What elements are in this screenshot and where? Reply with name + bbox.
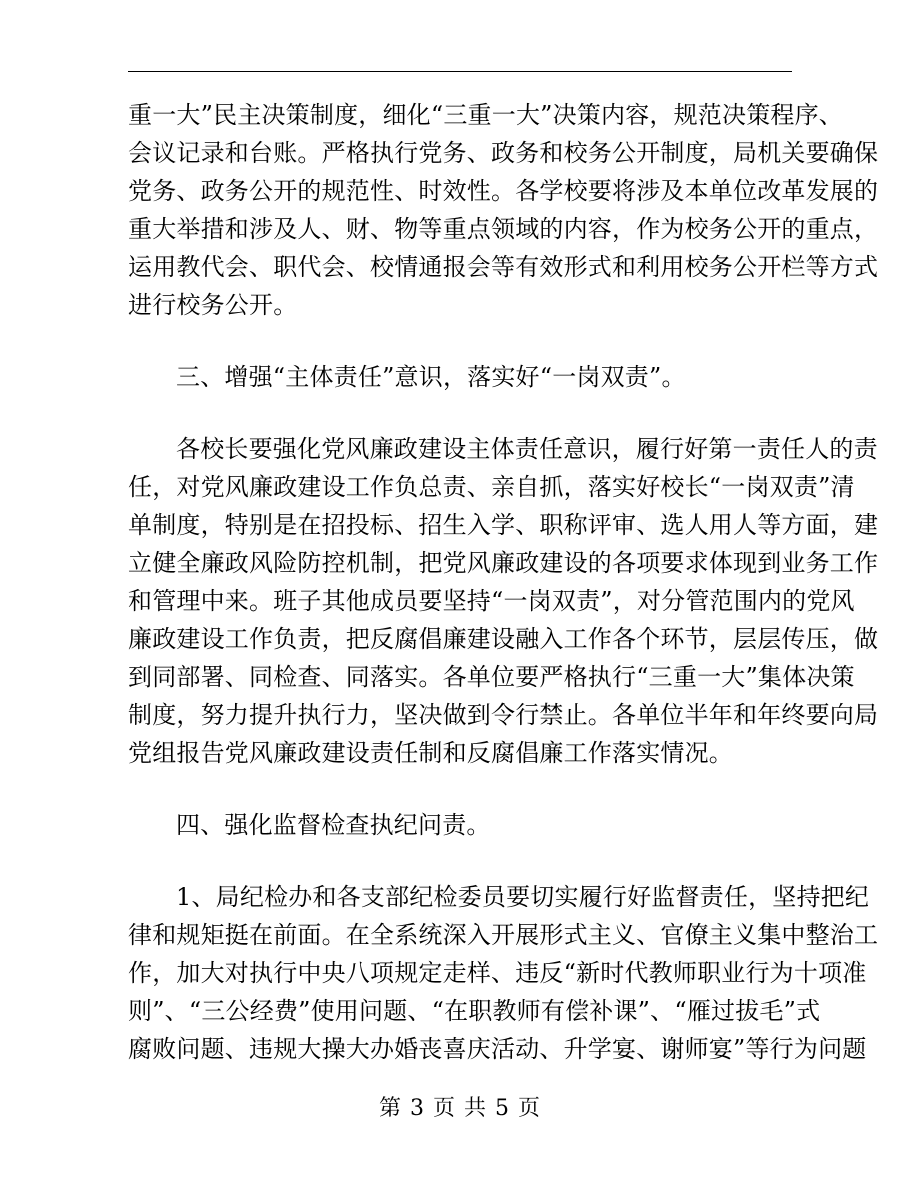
paragraph-spacer xyxy=(128,396,792,430)
text-line: 重一大”民主决策制度，细化“三重一大”决策内容，规范决策程序、 xyxy=(128,101,844,129)
section-heading-3 xyxy=(128,358,792,396)
heading-line: 三、增强“主体责任”意识，落实好“一岗双责”。 xyxy=(176,363,686,391)
heading-line: 四、强化监督检查执纪问责。 xyxy=(176,811,491,839)
paragraph-1 xyxy=(128,96,879,324)
text-line: 律和规矩挺在前面。在全系统深入开展形式主义、官僚主义集中整治工 xyxy=(128,921,879,949)
text-line: 运用教代会、职代会、校情通报会等有效形式和利用校务公开栏等方式 xyxy=(128,253,879,281)
text-line: 党务、政务公开的规范性、时效性。各学校要将涉及本单位改革发展的 xyxy=(128,177,879,205)
paragraph-spacer xyxy=(128,844,792,878)
text-line: 立健全廉政风险防控机制，把党风廉政建设的各项要求体现到业务工作 xyxy=(128,549,879,577)
document-body xyxy=(128,96,879,1068)
text-line: 会议记录和台账。严格执行党务、政务和校务公开制度，局机关要确保 xyxy=(128,139,879,167)
paragraph-spacer xyxy=(128,324,792,358)
header-rule xyxy=(128,71,792,72)
text-line: 和管理中来。班子其他成员要坚持“一岗双责”，对分管范围内的党风 xyxy=(128,587,855,615)
text-line: 到同部署、同检查、同落实。各单位要严格执行“三重一大”集体决策 xyxy=(128,663,855,691)
text-line: 制度，努力提升执行力，坚决做到令行禁止。各单位半年和年终要向局 xyxy=(128,701,879,729)
text-line: 任，对党风廉政建设工作负总责、亲自抓，落实好校长“一岗双责”清 xyxy=(128,473,855,501)
text-line: 则”、“三公经费”使用问题、“在职教师有偿补课”、“雁过拔毛”式 xyxy=(128,997,821,1025)
text-line: 作，加大对执行中央八项规定走样、违反“新时代教师职业行为十项准 xyxy=(128,959,867,987)
text-line: 1、局纪检办和各支部纪检委员要切实履行好监督责任，坚持把纪 xyxy=(176,883,870,911)
text-line: 腐败问题、违规大操大办婚丧喜庆活动、升学宴、谢师宴”等行为问题 xyxy=(128,1035,867,1063)
section-heading-4 xyxy=(128,806,792,844)
paragraph-2 xyxy=(128,430,879,772)
text-line: 各校长要强化党风廉政建设主体责任意识，履行好第一责任人的责 xyxy=(176,435,878,463)
text-line: 党组报告党风廉政建设责任制和反腐倡廉工作落实情况。 xyxy=(128,739,733,767)
page-number: 第 3 页 共 5 页 xyxy=(379,1096,541,1121)
text-line: 进行校务公开。 xyxy=(128,291,298,319)
text-line: 重大举措和涉及人、财、物等重点领域的内容，作为校务公开的重点， xyxy=(128,215,879,243)
text-line: 单制度，特别是在招投标、招生入学、职称评审、选人用人等方面，建 xyxy=(128,511,879,539)
paragraph-3 xyxy=(128,878,879,1068)
text-line: 廉政建设工作负责，把反腐倡廉建设融入工作各个环节，层层传压，做 xyxy=(128,625,879,653)
paragraph-spacer xyxy=(128,772,792,806)
